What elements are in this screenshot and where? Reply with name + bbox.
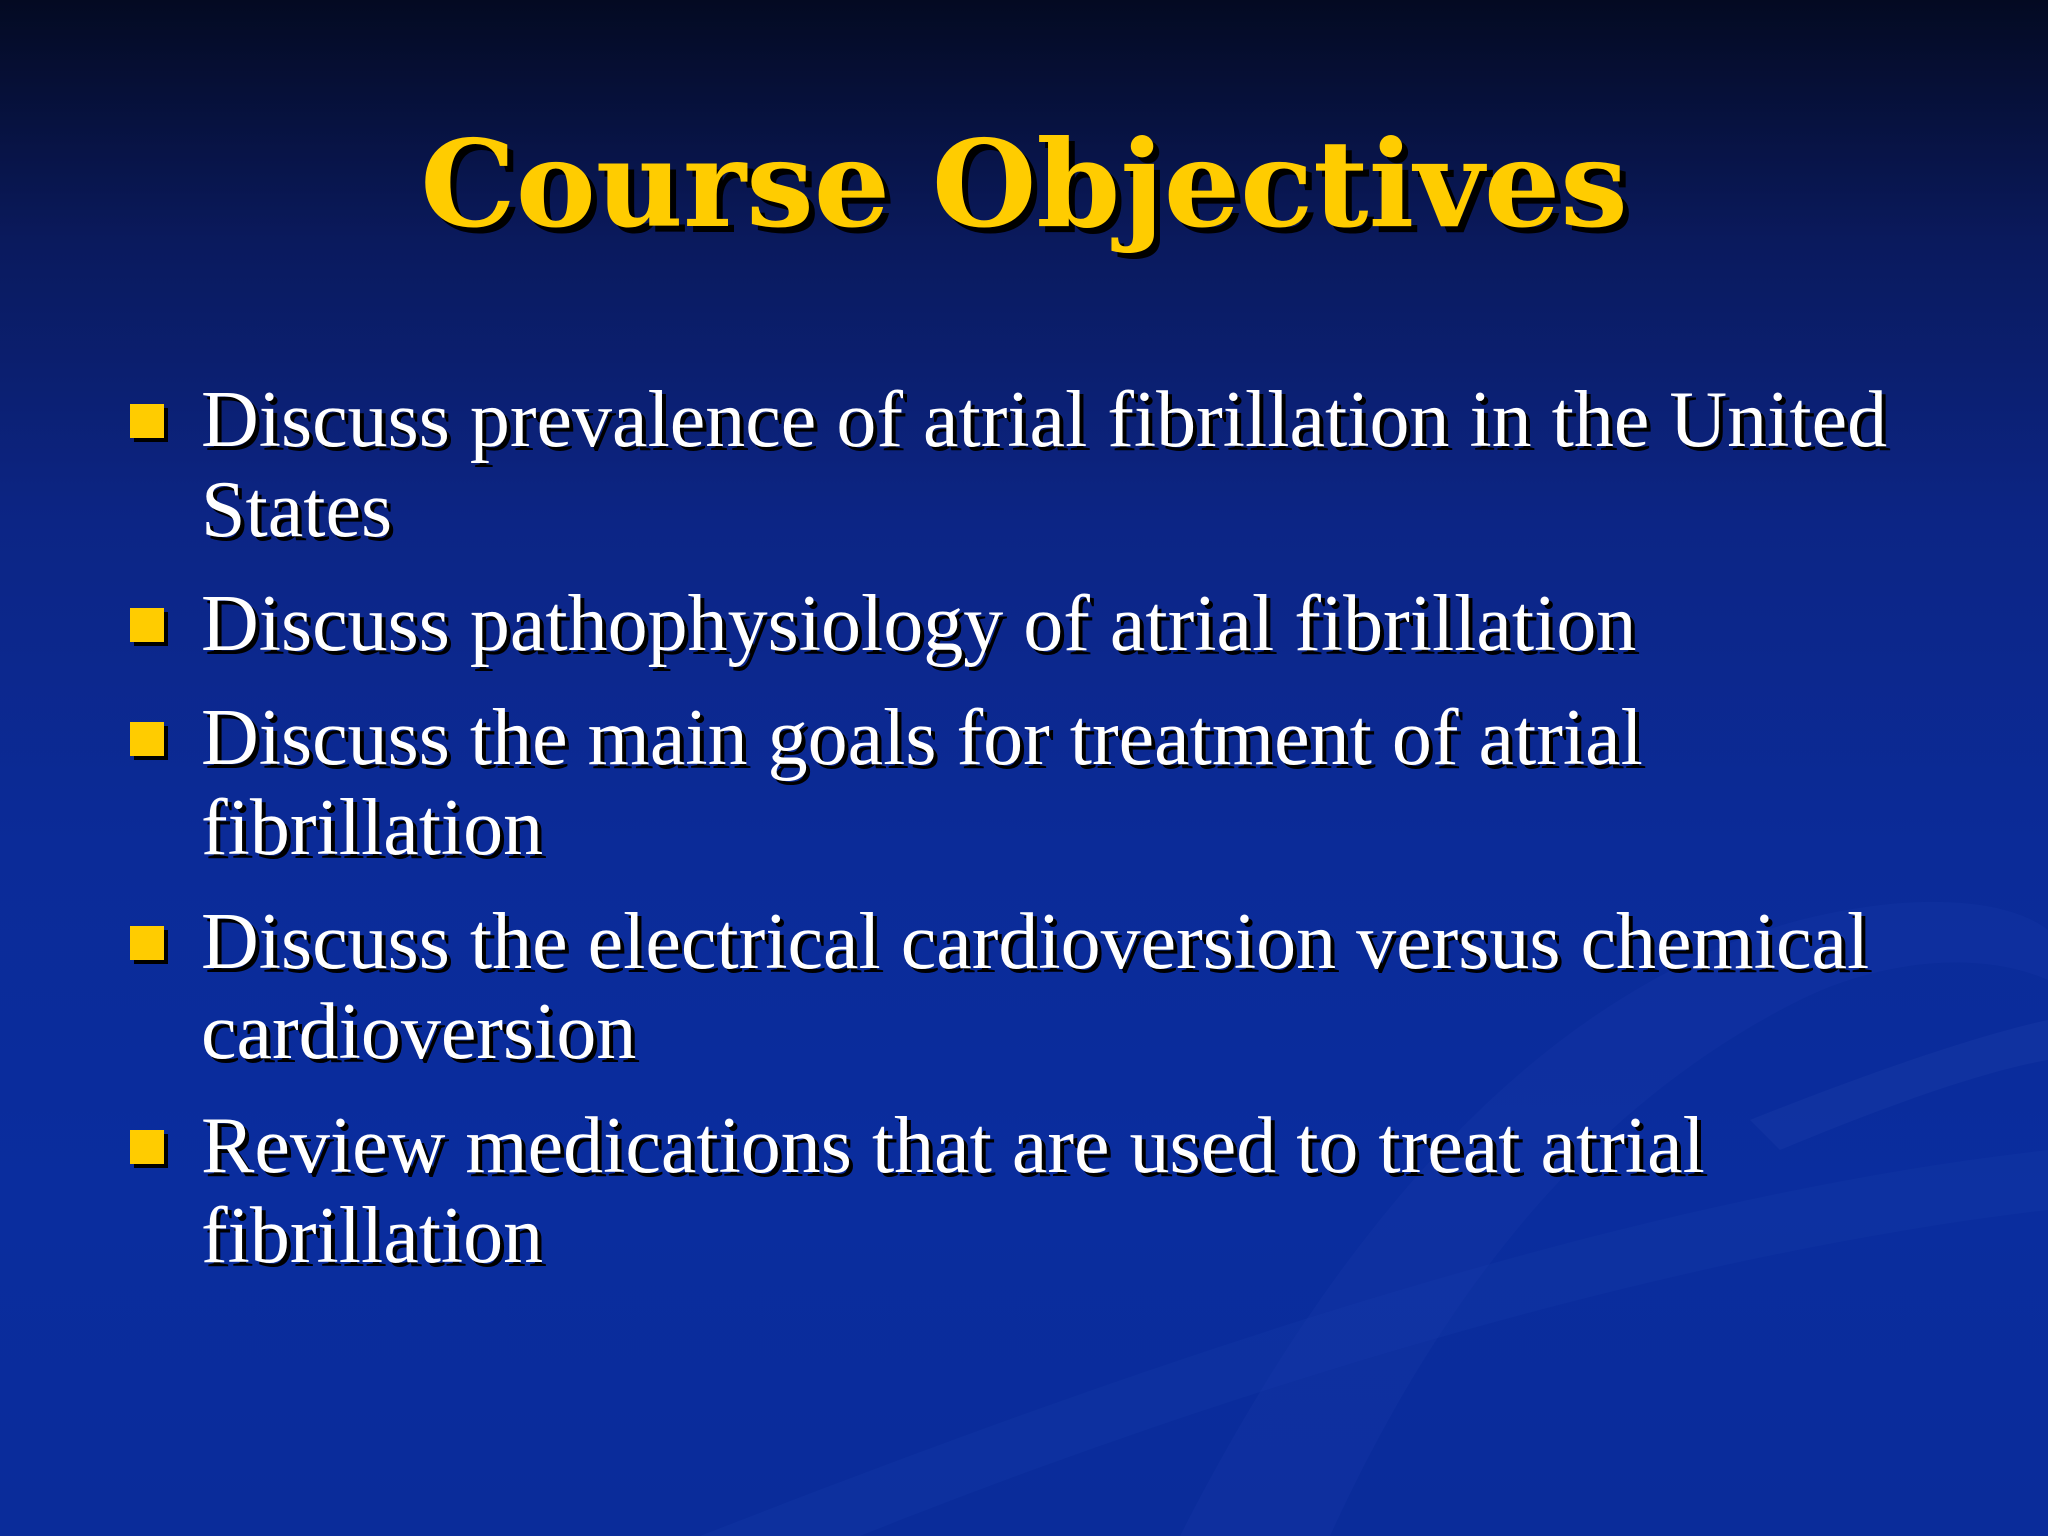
square-bullet-icon	[130, 404, 164, 438]
square-bullet-icon	[130, 608, 164, 642]
square-bullet-icon	[130, 926, 164, 960]
list-item-text: Discuss pathophysiology of atrial fibrillation	[201, 580, 1637, 668]
list-item	[125, 375, 1935, 555]
list-item-text: Discuss the electrical cardioversion versus chemical cardioversion	[201, 898, 1870, 1076]
list-item	[125, 897, 1935, 1077]
list-item-text: Discuss the main goals for treatment of atrial fibrillation	[201, 694, 1643, 872]
list-item	[125, 579, 1935, 669]
square-bullet-icon	[130, 722, 164, 756]
list-item	[125, 693, 1935, 873]
square-bullet-icon	[130, 1130, 164, 1164]
list-item-text: Review medications that are used to treat atrial fibrillation	[201, 1102, 1705, 1280]
slide-title: Course Objectives	[420, 114, 1628, 255]
list-item	[125, 1101, 1935, 1281]
objectives-list	[125, 375, 1935, 1305]
list-item-text: Discuss prevalence of atrial fibrillation in the United States	[201, 376, 1888, 554]
